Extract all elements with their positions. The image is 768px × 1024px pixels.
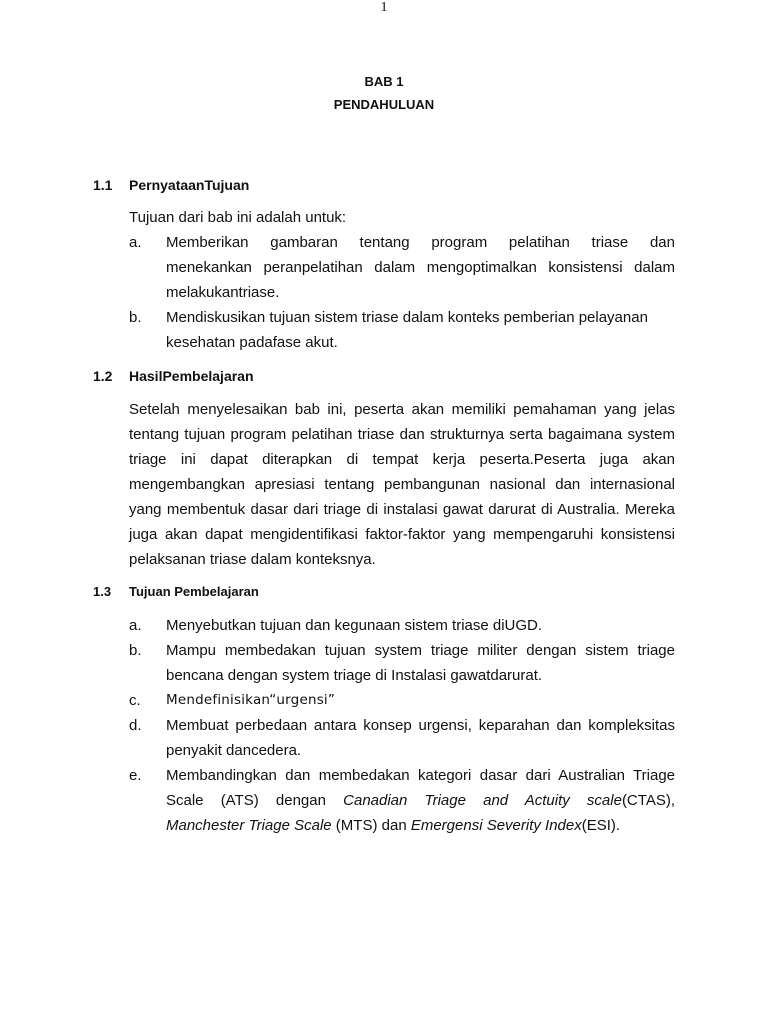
list-item: [129, 638, 675, 688]
list-marker: c.: [129, 692, 141, 709]
section-title: PernyataanTujuan: [129, 177, 250, 193]
section-title: HasilPembelajaran: [129, 368, 254, 384]
text-run: Scale (ATS) dengan: [166, 792, 344, 809]
italic-term: Emergensi Severity Index: [410, 817, 582, 834]
list-marker: a.: [129, 234, 142, 251]
chapter-label: BAB 1: [364, 74, 404, 89]
list-item: [129, 713, 675, 763]
list-text: bencana dengan system triage di Instalasi gawatdarurat.: [166, 667, 543, 684]
list-text: kesehatan padafase akut.: [166, 334, 338, 351]
chapter-title: PENDAHULUAN: [333, 97, 435, 112]
list-text: Membuat perbedaan antara konsep urgensi, keparahan dan kompleksitas: [166, 717, 675, 734]
italic-term: Canadian Triage and Actuity scale: [343, 792, 622, 809]
section-heading-1-2: [93, 368, 693, 384]
section-number: 1.2: [93, 368, 113, 384]
text-run: (MTS) dan: [331, 817, 411, 834]
list-marker: a.: [129, 617, 142, 634]
text-run: (CTAS),: [621, 792, 675, 809]
list-marker: e.: [129, 767, 142, 784]
section-intro: Tujuan dari bab ini adalah untuk:: [129, 209, 347, 226]
list-item: [129, 688, 675, 713]
list-text: Mendefinisikan“urgensi”: [166, 692, 336, 708]
list-text: [166, 788, 675, 813]
list-text: melakukantriase.: [166, 284, 280, 301]
list-text: [166, 813, 675, 838]
text-run: (ESI).: [581, 817, 621, 834]
list-text: Mampu membedakan tujuan system triage militer dengan sistem triage: [166, 642, 675, 659]
section-heading-1-3: [93, 584, 693, 599]
list-marker: b.: [129, 309, 142, 326]
list-text: menekankan peranpelatihan dalam mengoptimalkan konsistensi dalam: [166, 259, 675, 276]
objectives-list: [129, 230, 675, 355]
chapter-heading: [0, 70, 768, 116]
list-text: Menyebutkan tujuan dan kegunaan sistem triase diUGD.: [166, 617, 543, 634]
list-marker: d.: [129, 717, 142, 734]
list-text: penyakit dancedera.: [166, 742, 302, 759]
section-number: 1.1: [93, 177, 113, 193]
section-paragraph: Setelah menyelesaikan bab ini, peserta akan memiliki pemahaman yang jelas tentang tujuan program pelatihan triase dan strukturnya serta bagaimana system triage ini dapat diterapkan di tempat kerja peserta.Peserta juga akan mengembangkan apresiasi tentang pembangunan nasional dan internasional yang membentuk dasar dari triage di instalasi gawat darurat di Australia. Mereka juga akan dapat mengidentifikasi faktor-faktor yang mempengaruhi konsistensi pelaksanan triase dalam konteksnya.: [129, 401, 675, 568]
learning-objectives-list: [129, 613, 675, 838]
list-item: [129, 305, 675, 355]
page-number: 1: [380, 0, 388, 15]
section-title: Tujuan Pembelajaran: [129, 584, 259, 599]
italic-term: Manchester Triage Scale: [166, 817, 332, 834]
section-heading-1-1: [93, 177, 693, 193]
list-text: Membandingkan dan membedakan kategori dasar dari Australian Triage: [166, 767, 675, 784]
list-text: Memberikan gambaran tentang program pelatihan triase dan: [166, 234, 675, 251]
list-marker: b.: [129, 642, 142, 659]
list-item: [129, 230, 675, 305]
section-number: 1.3: [93, 584, 112, 599]
list-item: [129, 613, 675, 638]
list-item: [129, 763, 675, 838]
list-text: Mendiskusikan tujuan sistem triase dalam konteks pemberian pelayanan: [166, 309, 648, 326]
